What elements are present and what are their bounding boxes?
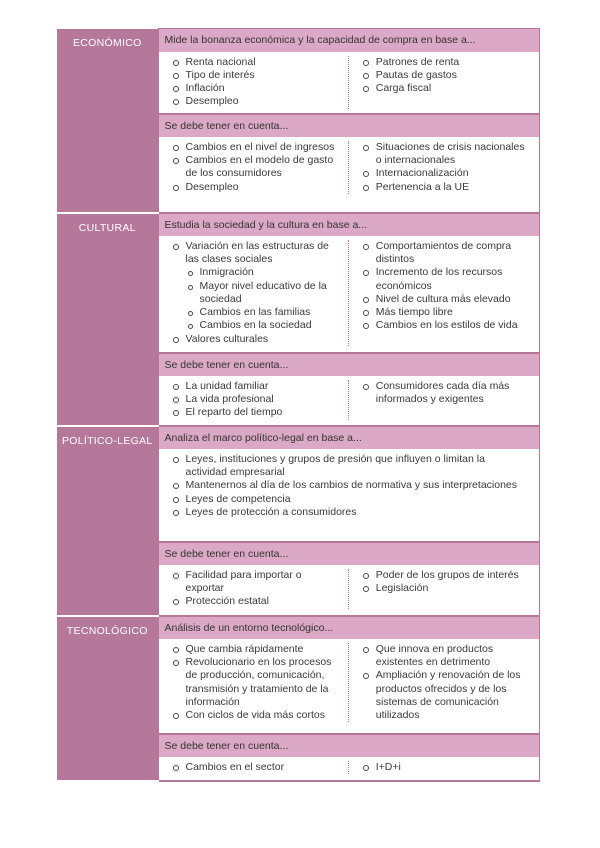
sub-list-item: Cambios en la sociedad [171,319,340,332]
list-item: Patrones de renta [361,56,533,69]
list-item: Que cambia rápidamente [171,643,340,656]
list-item: I+D+i [361,761,533,774]
list-item: Poder de los grupos de interés [361,569,533,582]
note-header: Se debe tener en cuenta... [158,114,540,137]
list-item: Pautas de gastos [361,69,533,82]
section-body [158,639,540,734]
list-item: Leyes, instituciones y grupos de presión que influyen o limitan la actividad empresarial [171,453,530,480]
list-item: Tipo de interés [171,69,340,82]
pest-analysis-table [57,28,540,782]
list-item: Inflación [171,82,340,95]
list-item: Protección estatal [171,595,340,608]
list-item: Más tiempo libre [361,306,533,319]
list-item: Leyes de protección a consumidores [171,506,530,519]
list-item: Nivel de cultura más elevado [361,293,533,306]
list-item: Carga fiscal [361,82,533,95]
list-item: Leyes de competencia [171,493,530,506]
list-item: Consumidores cada día más informados y exigentes [361,380,533,407]
note-body [158,376,540,426]
list-item: Variación en las estructuras de las clases sociales [171,240,340,267]
section-header: Análisis de un entorno tecnológico... [158,616,540,639]
sub-list-item: Cambios en las familias [171,306,340,319]
list-item: Internacionalización [361,167,533,180]
list-item: Cambios en el modelo de gasto de los consumidores [171,154,340,181]
note-body [158,137,540,213]
sub-list-item: Inmigración [171,266,340,279]
note-header: Se debe tener en cuenta... [158,542,540,565]
list-item: Facilidad para importar o exportar [171,569,340,596]
section-body [158,449,540,542]
list-item: Desempleo [171,181,340,194]
section-body [158,236,540,353]
category-economico: ECONÓMICO [57,29,158,213]
note-header: Se debe tener en cuenta... [158,353,540,376]
list-item: El reparto del tiempo [171,406,340,419]
list-item: Situaciones de crisis nacionales o internacionales [361,141,533,168]
list-item: Renta nacional [171,56,340,69]
category-tecnologico: TECNOLÓGICO [57,616,158,781]
category-cultural: CULTURAL [57,213,158,426]
list-item: La unidad familiar [171,380,340,393]
note-header: Se debe tener en cuenta... [158,734,540,757]
list-item: Que innova en productos existentes en detrimento [361,643,533,670]
section-header: Analiza el marco político-legal en base a... [158,426,540,449]
list-item: La vida profesional [171,393,340,406]
section-header: Mide la bonanza económica y la capacidad de compra en base a... [158,29,540,52]
list-item: Cambios en el sector [171,761,340,774]
sub-list-item: Mayor nivel educativo de la sociedad [171,280,340,307]
list-item: Revolucionario en los procesos de producción, comunicación, transmisión y tratamiento de la información [171,656,340,709]
list-item: Incremento de los recursos económicos [361,266,533,293]
list-item: Comportamientos de compra distintos [361,240,533,267]
list-item: Pertenencia a la UE [361,181,533,194]
list-item: Con ciclos de vida más cortos [171,709,340,722]
note-body [158,757,540,781]
category-politico-legal: POLÍTICO-LEGAL [57,426,158,616]
section-header: Estudia la sociedad y la cultura en base a... [158,213,540,236]
list-item: Ampliación y renovación de los productos ofrecidos y de los sistemas de comunicación utilizados [361,669,533,722]
note-body [158,565,540,616]
section-body [158,52,540,114]
list-item: Desempleo [171,95,340,108]
list-item: Mantenernos al día de los cambios de normativa y sus interpretaciones [171,479,530,492]
list-item: Valores culturales [171,333,340,346]
list-item: Legislación [361,582,533,595]
list-item: Cambios en los estilos de vida [361,319,533,332]
list-item: Cambios en el nivel de ingresos [171,141,340,154]
